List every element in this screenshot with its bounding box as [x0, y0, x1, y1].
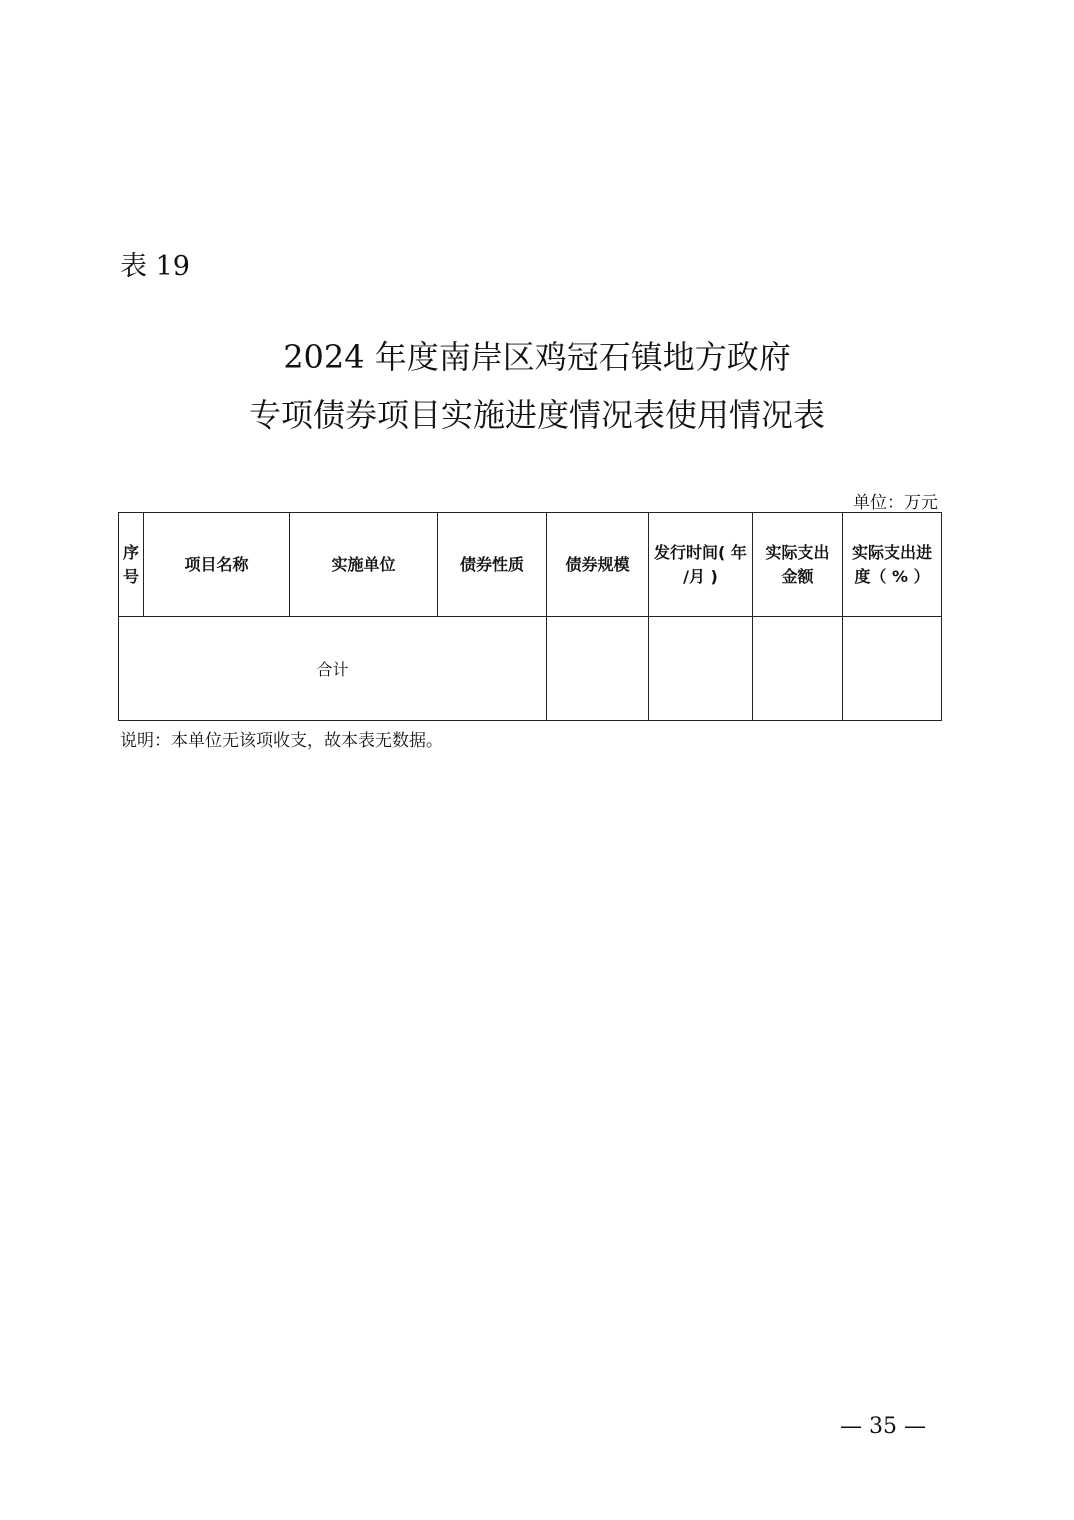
total-actual-progress: [843, 617, 942, 721]
column-header-issue-time: [649, 513, 753, 617]
column-header-actual-expense-line1: 实际支出: [765, 542, 830, 562]
column-header-bond-scale: 债券规模: [547, 513, 649, 617]
column-header-seq-part1: 序: [122, 542, 139, 562]
unit-note: 单位：万元: [853, 493, 938, 513]
total-bond-scale: [547, 617, 649, 721]
column-header-bond-nature: 债券性质: [438, 513, 547, 617]
column-header-project-name: 项目名称: [144, 513, 290, 617]
column-header-actual-progress: [843, 513, 942, 617]
total-row: [119, 617, 942, 721]
column-header-issue-time-line2: /月 ): [683, 566, 718, 586]
table-header-row: [119, 513, 942, 617]
document-title-line-1: 2024 年度南岸区鸡冠石镇地方政府: [283, 338, 791, 376]
total-actual-expense: [753, 617, 843, 721]
column-header-actual-expense-line2: 金额: [781, 566, 814, 586]
column-header-actual-expense: [753, 513, 843, 617]
footnote: 说明：本单位无该项收支，故本表无数据。: [120, 731, 443, 751]
column-header-seq: [119, 513, 144, 617]
bond-progress-table: [118, 512, 942, 721]
column-header-actual-progress-line1: 实际支出进: [851, 542, 932, 562]
total-label: 合计: [119, 617, 547, 721]
page-number: — 35 —: [840, 1414, 926, 1439]
document-title-line-2: 专项债券项目实施进度情况表使用情况表: [248, 396, 825, 434]
column-header-implementing-unit: 实施单位: [290, 513, 438, 617]
column-header-issue-time-line1: 发行时间( 年: [654, 542, 747, 562]
table-label: 表 19: [120, 251, 190, 282]
column-header-actual-progress-line2: 度（ % ）: [854, 566, 930, 586]
total-issue-time: [649, 617, 753, 721]
column-header-seq-part2: 号: [122, 566, 139, 586]
